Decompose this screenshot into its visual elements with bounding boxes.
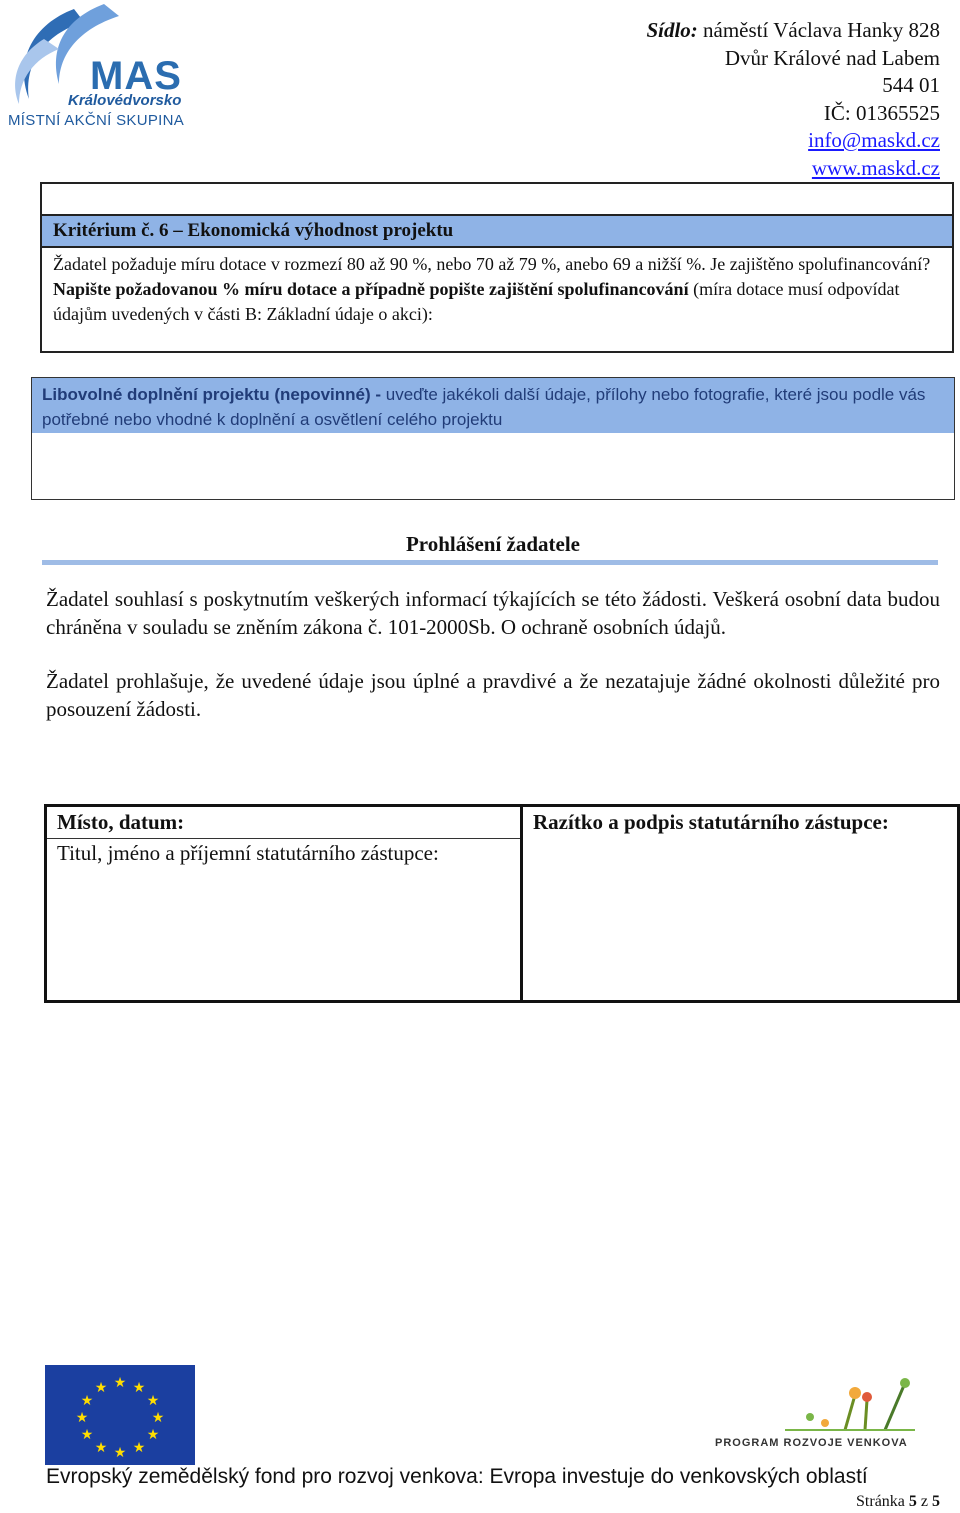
seat-line [646, 17, 940, 45]
fund-text: Evropský zemědělský fond pro rozvoj venkova: Evropa investuje do venkovských oblastí [46, 1465, 868, 1488]
criterion-question: Žadatel požaduje míru dotace v rozmezí 80 až 90 %, nebo 70 až 79 %, anebo 69 a nižší %. Je zajištěno spolufinancování? [53, 254, 931, 274]
address-block [646, 17, 940, 182]
page-total: 5 [932, 1493, 940, 1510]
declaration-paragraph-1: Žadatel souhlasí s poskytnutím veškerých informací týkajících se této žádosti. Veškerá osobní data budou chráněna v souladu se zněním zákona č. 101-2000Sb. O ochraně osobních údajů. [46, 587, 940, 639]
program-logo-text: PROGRAM ROZVOJE VENKOVA [715, 1437, 908, 1449]
criterion-title: Kritérium č. 6 – Ekonomická výhodnost projektu [42, 216, 952, 248]
svg-text:★: ★ [80, 1427, 94, 1443]
eu-flag-icon [45, 1365, 195, 1465]
svg-text:★: ★ [94, 1440, 108, 1456]
name-label: Titul, jméno a příjemní statutárního zástupce: [57, 841, 439, 865]
optional-box [31, 377, 955, 500]
city: Dvůr Králové nad Labem [724, 45, 940, 70]
declaration-divider [42, 560, 938, 565]
declaration-title: Prohlášení žadatele [405, 532, 580, 556]
optional-title: Libovolné doplnění projektu (nepovinné) - [42, 385, 382, 404]
criterion-note: (míra dotace musí odpovídat údajům uvedených v části B: Základní údaje o akci): [53, 279, 900, 324]
web-link[interactable]: www.maskd.cz [811, 155, 940, 180]
declaration-paragraph-2: Žadatel prohlašuje, že uvedené údaje jsou úplné a pravdivé a že nezatajuje žádné okolnosti důležité pro posouzení žádosti. [46, 669, 940, 721]
logo-tagline: MÍSTNÍ AKČNÍ SKUPINA [8, 112, 185, 129]
seat-label: Sídlo: [646, 18, 698, 42]
optional-input-area[interactable] [32, 433, 954, 499]
svg-text:★: ★ [113, 1375, 127, 1391]
street: náměstí Václava Hanky 828 [703, 18, 940, 42]
svg-text:★: ★ [75, 1410, 89, 1426]
company-id: IČ: 01365525 [823, 100, 940, 125]
svg-text:★: ★ [113, 1445, 127, 1461]
page-prefix: Stránka [856, 1493, 905, 1510]
svg-text:★: ★ [132, 1440, 146, 1456]
optional-text: uveďte jakékoli další údaje, přílohy nebo fotografie, které jsou podle vás potřebné nebo vhodné k doplnění a osvětlení celého projektu [42, 385, 926, 429]
svg-text:★: ★ [132, 1380, 146, 1396]
criterion-box [40, 182, 954, 353]
criterion-text [42, 248, 952, 327]
logo-region: Královédvorsko [68, 92, 182, 109]
zip: 544 01 [882, 73, 940, 97]
page-number [856, 1493, 940, 1511]
criterion-instruction: Napište požadovanou % míru dotace a případně popište zajištění spolufinancování [53, 279, 689, 299]
place-date-label: Místo, datum: [47, 807, 520, 839]
page-sep: z [920, 1493, 928, 1510]
criterion-top-row [42, 184, 952, 216]
svg-text:★: ★ [94, 1380, 108, 1396]
svg-text:★: ★ [146, 1393, 160, 1409]
optional-header [32, 378, 954, 433]
signature-left-cell [47, 807, 523, 1000]
logo-brand: MAS [90, 54, 182, 98]
email-link[interactable]: info@maskd.cz [808, 128, 940, 152]
svg-text:★: ★ [151, 1410, 165, 1426]
page-current: 5 [908, 1493, 917, 1510]
svg-text:★: ★ [146, 1427, 160, 1443]
svg-text:★: ★ [80, 1393, 94, 1409]
stamp-label: Razítko a podpis statutárního zástupce: [533, 810, 889, 834]
signature-table [44, 804, 960, 1003]
